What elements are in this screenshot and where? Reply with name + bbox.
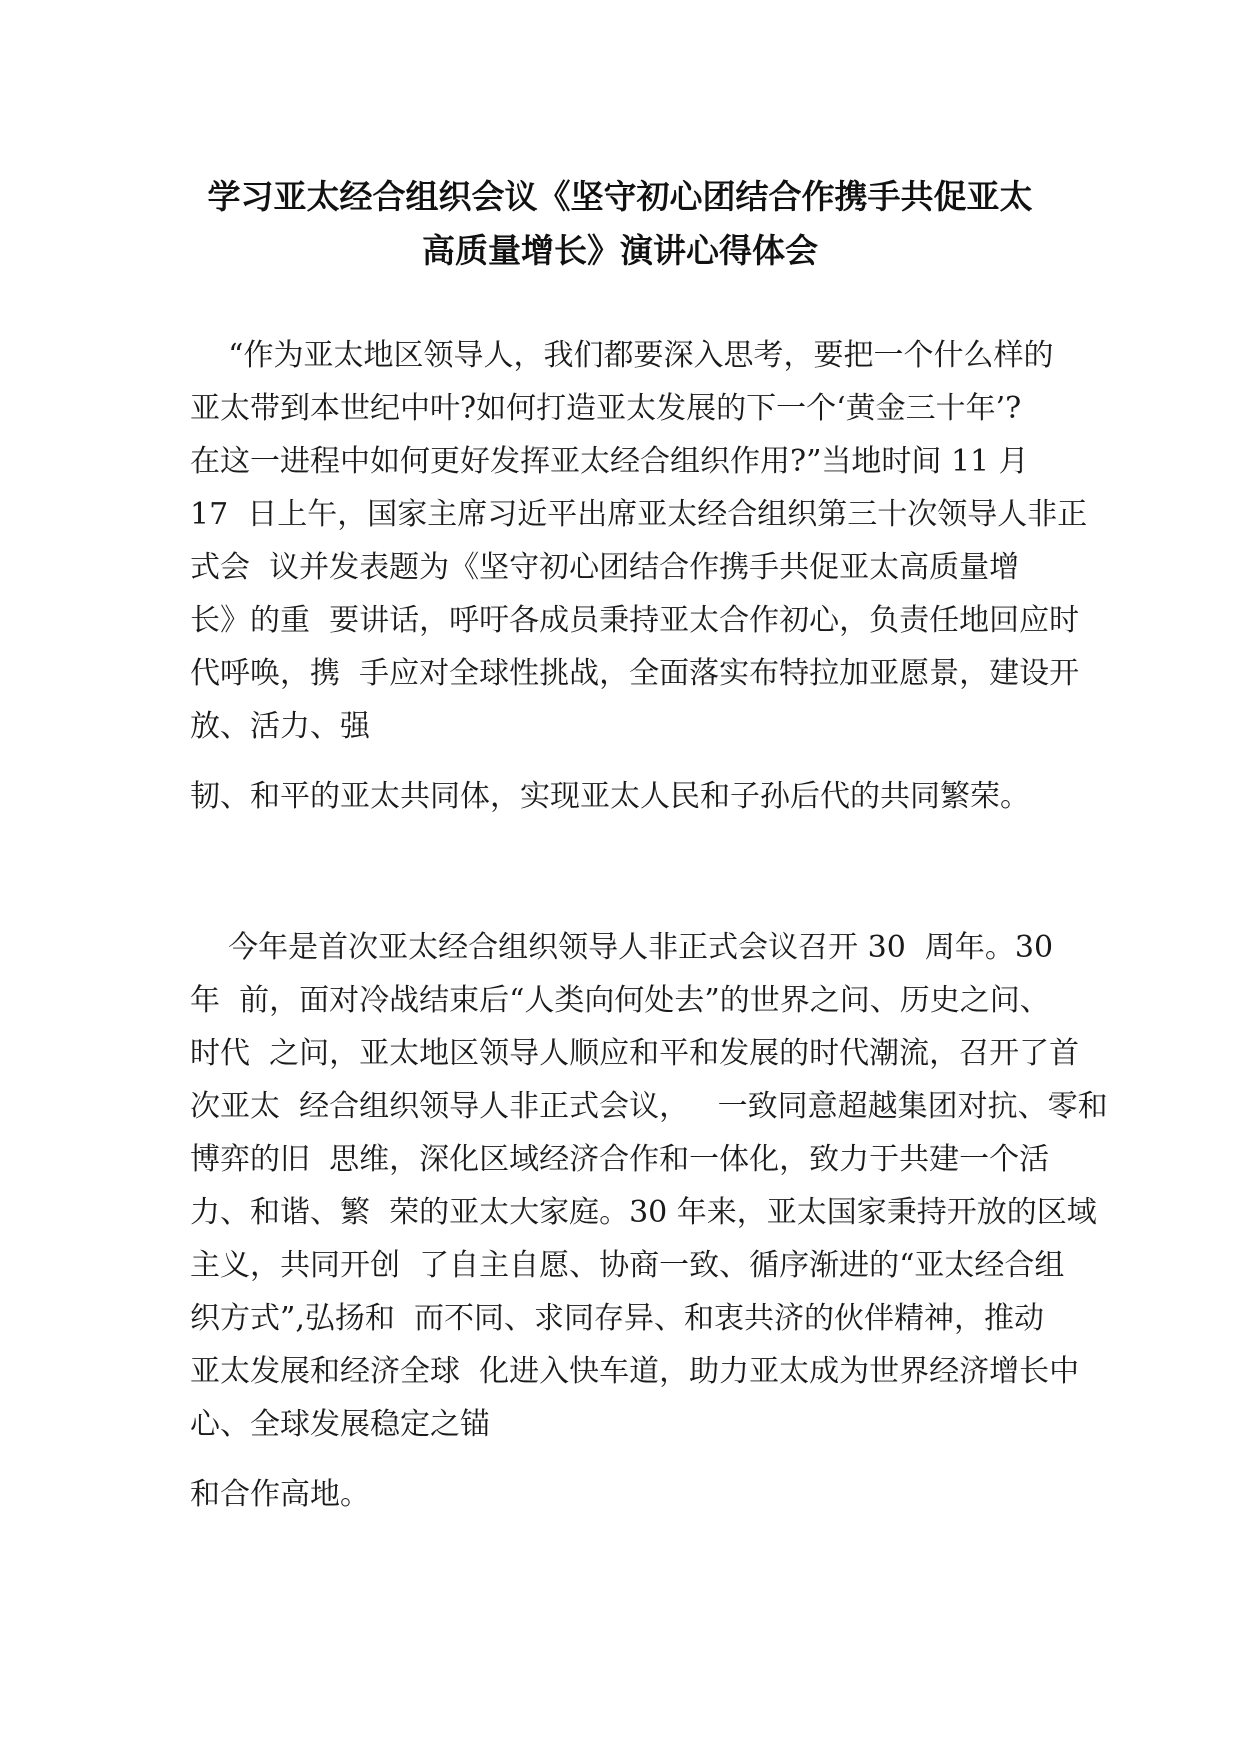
paragraph-2-tail: 和合作高地。 <box>190 1477 370 1512</box>
paragraph-1-line: “作为亚太地区领导人，我们都要深入思考，要把一个什么样的 <box>190 338 1054 373</box>
document-title-line-2: 高质量增长》演讲心得体会 <box>422 231 818 270</box>
paragraph-1-line: 17 日上午，国家主席习近平出席亚太经合组织第三十次领导人非正 <box>190 497 1088 532</box>
document-title-line-1: 学习亚太经合组织会议《坚守初心团结合作携手共促亚太 <box>207 177 1033 216</box>
paragraph-1-line: 代呼唤，携 手应对全球性挑战，全面落实布特拉加亚愿景，建设开 <box>190 656 1080 691</box>
paragraph-1-line: 在这一进程中如何更好发挥亚太经合组织作用?”当地时间 11 月 <box>190 444 1029 479</box>
paragraph-1-line: 式会 议并发表题为《坚守初心团结合作携手共促亚太高质量增 <box>190 550 1020 585</box>
paragraph-1-line: 放、活力、强 <box>190 709 370 744</box>
paragraph-2-line: 心、全球发展稳定之锚 <box>190 1407 490 1442</box>
paragraph-2-line: 亚太发展和经济全球 化进入快车道，助力亚太成为世界经济增长中 <box>190 1354 1080 1389</box>
paragraph-2-line: 力、和谐、繁 荣的亚太大家庭。30 年来，亚太国家秉持开放的区域 <box>190 1195 1097 1230</box>
paragraph-1-tail: 韧、和平的亚太共同体，实现亚太人民和子孙后代的共同繁荣。 <box>190 779 1030 814</box>
paragraph-2-line: 织方式”,弘扬和 而不同、求同存异、和衷共济的伙伴精神，推动 <box>190 1301 1044 1336</box>
paragraph-1-line: 长》的重 要讲话，呼吁各成员秉持亚太合作初心，负责任地回应时 <box>190 603 1080 638</box>
paragraph-1-line: 亚太带到本世纪中叶?如何打造亚太发展的下一个‘黄金三十年’? <box>190 391 1022 426</box>
paragraph-2-line: 博弈的旧 思维，深化区域经济合作和一体化，致力于共建一个活 <box>190 1142 1050 1177</box>
paragraph-2-line: 年 前，面对冷战结束后“人类向何处去”的世界之问、历史之问、 <box>190 983 1050 1018</box>
paragraph-2-line: 时代 之问，亚太地区领导人顺应和平和发展的时代潮流，召开了首 <box>190 1036 1080 1071</box>
paragraph-2-line: 主义，共同开创 了自主自愿、协商一致、循序渐进的“亚太经合组 <box>190 1248 1065 1283</box>
paragraph-2-line: 今年是首次亚太经合组织领导人非正式会议召开 30 周年。30 <box>190 930 1054 965</box>
paragraph-2-line: 次亚太 经合组织领导人非正式会议， 一致同意超越集团对抗、零和 <box>190 1089 1108 1124</box>
